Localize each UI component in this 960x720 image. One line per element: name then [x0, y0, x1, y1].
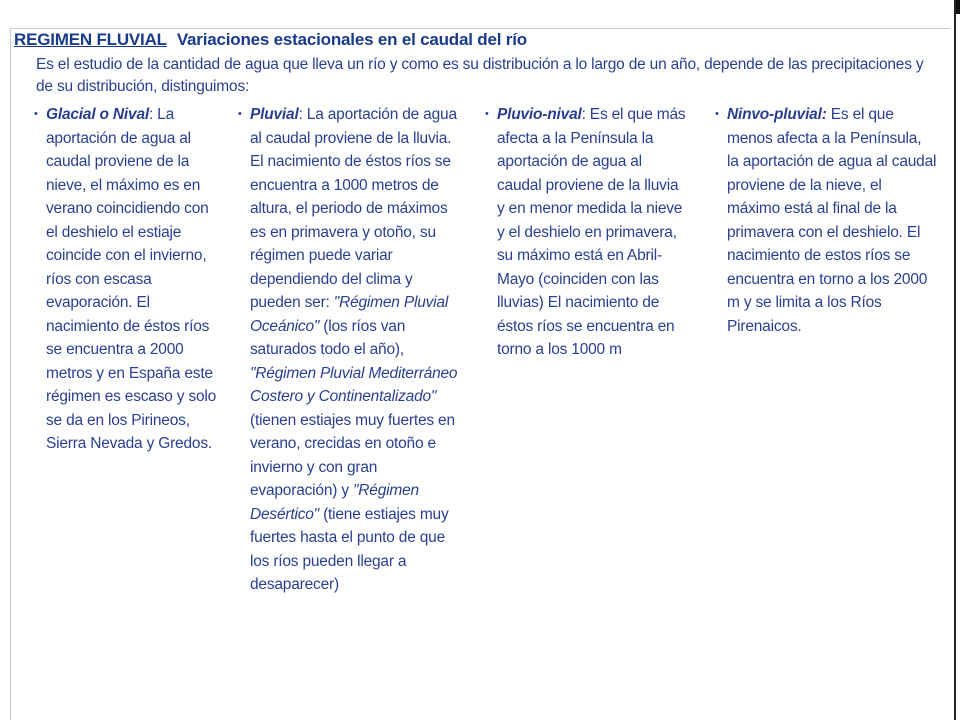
title-regimen: REGIMEN FLUVIAL [14, 30, 167, 49]
column-pluvial [238, 103, 460, 597]
description-glacial-nival: La aportación de agua al caudal proviene de la nieve, el máximo es en verano coincidiendo con el deshielo el estiaje coincide con el invierno, ríos con escasa evaporación. El nacimiento de éstos ríos se encuentra a 2000 metros y en España este régimen es escaso y solo se da en los Pirineos, Sierra Nevada y Gredos. [46, 106, 217, 452]
term-separator: : [148, 106, 154, 123]
description-pluvial-part4: (tiene estiajes muy fuertes hasta el punto de que los ríos pueden llegar a desaparecer) [250, 505, 449, 593]
term-glacial-nival: Glacial o Nival [46, 106, 149, 123]
bullet-icon: • [34, 108, 38, 120]
term-pluvio-nival: Pluvio-nival [497, 106, 582, 123]
bullet-icon: • [715, 108, 719, 120]
description-pluvial-part2: (los ríos van saturados todo el año), [250, 317, 406, 358]
description-pluvio-nival: Es el que más afecta a la Península la aportación de agua al caudal proviene de la lluvia y en menor medida la nieve y el deshielo en primavera, su máximo está en Abril-Mayo (coinciden con las lluvias) El nacimiento de éstos ríos se encuentra en torno a los 1000 m [497, 106, 686, 358]
regimen-pluvial-mediterraneo: "Régimen Pluvial Mediterráneo Costero y Continentalizado" [250, 364, 458, 405]
regimen-pluvial-oceanico: "Régimen Pluvial Oceánico" [250, 294, 449, 335]
column-glacial-nival [34, 103, 224, 456]
intro-paragraph: Es el estudio de la cantidad de agua que lleva un río y como es su distribución a lo largo de un año, depende de las precipitaciones y de su distribución, distinguimos: [36, 56, 924, 95]
regimen-desertico: "Régimen Desértico" [250, 482, 419, 523]
title-subtitle: Variaciones estacionales en el caudal del río [176, 30, 527, 49]
term-separator: : [581, 106, 586, 123]
column-ninvo-pluvial [715, 103, 937, 338]
page-title [14, 30, 527, 50]
term-pluvial: Pluvial [250, 106, 299, 123]
term-ninvo-pluvial: Ninvo-pluvial: [727, 106, 827, 123]
right-border-line [954, 0, 956, 720]
bullet-icon: • [485, 108, 489, 120]
description-pluvial-part3: (tienen estiajes muy fuertes en verano, crecidas en otoño e invierno y con gran evaporación) y [250, 411, 455, 499]
term-separator: : [298, 106, 303, 123]
column-pluvio-nival [485, 103, 689, 362]
description-ninvo-pluvial: Es el que menos afecta a la Península, la aportación de agua al caudal proviene de la nieve, el máximo está al final de la primavera con el deshielo. El nacimiento de estos ríos se encuentra en torno a los 2000 m y se limita a los Ríos Pirenaicos. [727, 106, 937, 335]
bullet-icon: • [238, 108, 242, 120]
top-right-marker [956, 0, 960, 14]
description-pluvial-part1: La aportación de agua al caudal proviene de la lluvia. El nacimiento de éstos ríos se encuentra a 1000 metros de altura, el periodo de máximos es en primavera y otoño, su régimen puede variar dependiendo del clima y pueden ser: [250, 106, 457, 311]
